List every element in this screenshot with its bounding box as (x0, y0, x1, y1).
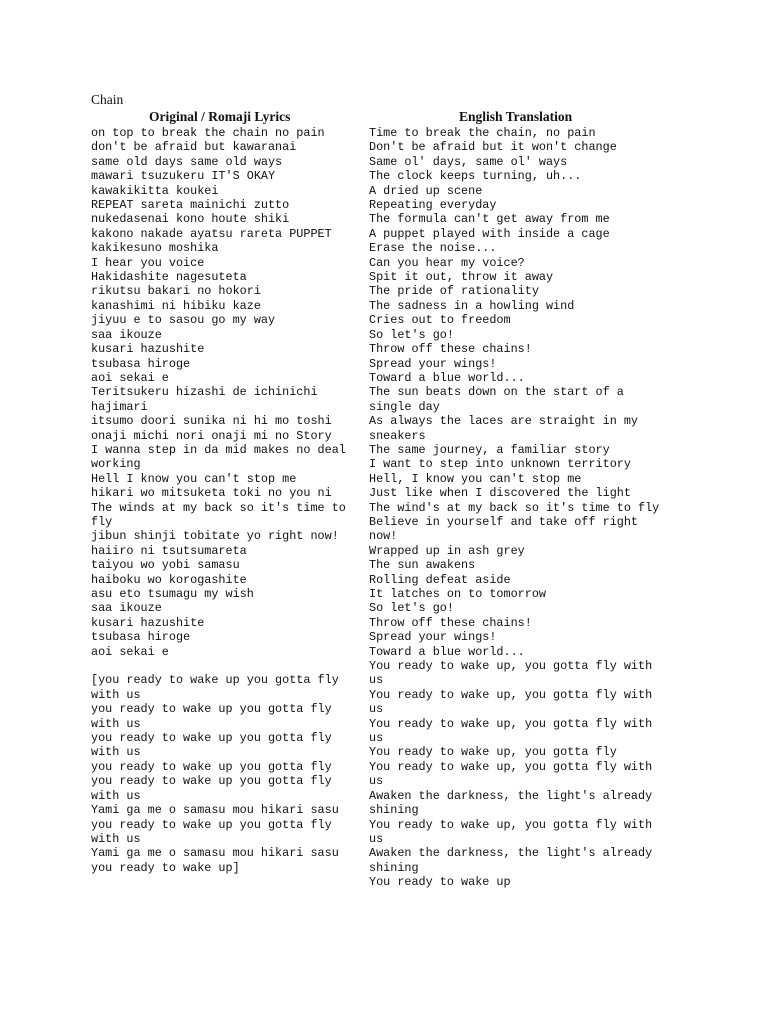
translation-line: Wrapped up in ash grey (369, 543, 525, 558)
translation-line: I want to step into unknown territory (369, 457, 631, 472)
original-lyric-line: aoi sekai e (91, 644, 169, 659)
original-lyric-line: with us (91, 831, 141, 846)
document-title: Chain (91, 92, 124, 107)
translation-line: So let's go! (369, 601, 454, 616)
translation-line: us (369, 774, 384, 789)
original-lyric-line: fly (91, 514, 113, 529)
original-lyric-line: I wanna step in da mid makes no deal (91, 442, 346, 457)
translation-line: Toward a blue world... (369, 644, 525, 659)
translation-line: Believe in yourself and take off right (369, 514, 639, 529)
original-lyric-line: hajimari (91, 399, 148, 414)
original-lyric-line: mawari tsuzukeru IT'S OKAY (91, 169, 276, 184)
original-lyric-line: saa ikouze (91, 601, 162, 616)
translation-line: You ready to wake up, you gotta fly with (369, 759, 653, 774)
translation-line: shining (369, 803, 419, 818)
original-lyric-line: I hear you voice (91, 255, 205, 270)
translation-line: Toward a blue world... (369, 370, 525, 385)
translation-header: English Translation (459, 109, 573, 124)
translation-line: single day (369, 399, 440, 414)
original-lyric-line: itsumo doori sunika ni hi mo toshi (91, 414, 332, 429)
original-lyric-line: The winds at my back so it's time to (91, 500, 346, 515)
original-lyric-line: you ready to wake up you gotta fly (91, 774, 332, 789)
translation-line: sneakers (369, 428, 426, 443)
original-lyric-line: tsubasa hiroge (91, 356, 191, 371)
original-lyric-line: asu eto tsumagu my wish (91, 587, 254, 601)
original-lyric-line: kusari hazushite (91, 342, 205, 357)
translation-line: us (369, 831, 384, 846)
original-lyric-line: you ready to wake up you gotta fly (91, 731, 332, 746)
translation-line: Repeating everyday (369, 198, 497, 213)
translation-line: Spread your wings! (369, 356, 497, 371)
original-lyric-line: with us (91, 788, 141, 803)
original-lyric-line: kawakikitta koukei (91, 183, 219, 198)
original-lyric-line: rikutsu bakari no hokori (91, 284, 261, 299)
translation-line: Awaken the darkness, the light's already (369, 788, 653, 803)
original-lyric-line: Hell I know you can't stop me (91, 471, 297, 486)
translation-line: Time to break the chain, no pain (369, 126, 596, 140)
translation-line: The formula can't get away from me (369, 212, 610, 227)
translation-line: The pride of rationality (369, 284, 539, 299)
original-lyric-line: same old days same old ways (91, 154, 283, 169)
original-lyric-line: Yami ga me o samasu mou hikari sasu (91, 846, 339, 861)
original-lyric-line: haiiro ni tsutsumareta (91, 543, 247, 558)
original-lyric-line: onaji michi nori onaji mi no Story (91, 428, 332, 443)
original-lyric-line: kakono nakade ayatsu rareta PUPPET (91, 226, 332, 241)
translation-line: The same journey, a familiar story (369, 442, 610, 457)
original-lyric-line: working (91, 457, 141, 472)
translation-line: shining (369, 860, 419, 875)
original-lyric-line: you ready to wake up] (91, 860, 240, 875)
translation-line: us (369, 702, 384, 717)
original-lyric-line: kusari hazushite (91, 615, 205, 630)
translation-line: The sadness in a howling wind (369, 298, 575, 313)
translation-line: You ready to wake up, you gotta fly (369, 745, 617, 760)
translation-line: us (369, 731, 384, 746)
translation-line: Don't be afraid but it won't change (369, 140, 617, 155)
translation-line: You ready to wake up (369, 875, 511, 890)
translation-line: The sun awakens (369, 558, 476, 573)
translation-line: The sun beats down on the start of a (369, 385, 624, 400)
original-lyric-line: don't be afraid but kawaranai (91, 140, 297, 155)
translation-line: Same ol' days, same ol' ways (369, 154, 568, 169)
translation-line: So let's go! (369, 327, 454, 342)
translation-line: Can you hear my voice? (369, 255, 525, 270)
translation-line: Hell, I know you can't stop me (369, 471, 582, 486)
translation-column (369, 126, 675, 890)
original-lyric-line (91, 659, 363, 673)
original-lyric-line: taiyou wo yobi samasu (91, 558, 240, 573)
translation-line: Throw off these chains! (369, 342, 532, 357)
translation-line: You ready to wake up, you gotta fly with (369, 817, 653, 832)
translation-line: A dried up scene (369, 183, 483, 198)
translation-line: Spread your wings! (369, 630, 497, 645)
translation-line: It latches on to tomorrow (369, 587, 546, 601)
original-lyric-line: Yami ga me o samasu mou hikari sasu (91, 803, 339, 818)
translation-line: As always the laces are straight in my (369, 414, 639, 429)
original-lyric-line: tsubasa hiroge (91, 630, 191, 645)
translation-line: You ready to wake up, you gotta fly with (369, 659, 653, 674)
original-lyric-line: [you ready to wake up you gotta fly (91, 673, 339, 688)
original-lyric-line: Teritsukeru hizashi de ichinichi (91, 385, 318, 400)
original-lyric-line: saa ikouze (91, 327, 162, 342)
original-lyric-line: you ready to wake up you gotta fly (91, 817, 332, 832)
original-lyric-line: you ready to wake up you gotta fly (91, 759, 332, 774)
original-lyric-line: aoi sekai e (91, 370, 169, 385)
original-lyric-line: jibun shinji tobitate yo right now! (91, 529, 339, 544)
original-lyric-line: jiyuu e to sasou go my way (91, 313, 276, 328)
translation-line: Cries out to freedom (369, 313, 511, 328)
original-lyrics-column (91, 126, 363, 875)
original-lyric-line: haiboku wo korogashite (91, 572, 247, 587)
translation-line: now! (369, 529, 398, 544)
original-lyric-line: Hakidashite nagesuteta (91, 270, 247, 285)
translation-line: A puppet played with inside a cage (369, 226, 610, 241)
translation-line: The clock keeps turning, uh... (369, 169, 582, 184)
original-lyric-line: on top to break the chain no pain (91, 126, 325, 140)
original-lyric-line: kakikesuno moshika (91, 241, 219, 256)
translation-line: Spit it out, throw it away (369, 270, 554, 285)
original-lyric-line: REPEAT sareta mainichi zutto (91, 198, 290, 213)
translation-line: us (369, 673, 384, 688)
translation-line: Awaken the darkness, the light's already (369, 846, 653, 861)
translation-line: You ready to wake up, you gotta fly with (369, 687, 653, 702)
original-lyric-line: hikari wo mitsuketa toki no you ni (91, 486, 332, 501)
original-lyric-line: nukedasenai kono houte shiki (91, 212, 290, 227)
original-lyric-line: with us (91, 745, 141, 760)
translation-line: Erase the noise... (369, 241, 497, 256)
translation-line: Rolling defeat aside (369, 572, 511, 587)
original-lyrics-header: Original / Romaji Lyrics (149, 109, 291, 124)
translation-line: You ready to wake up, you gotta fly with (369, 716, 653, 731)
translation-line: Just like when I discovered the light (369, 486, 631, 501)
translation-line: Throw off these chains! (369, 615, 532, 630)
original-lyric-line: with us (91, 716, 141, 731)
original-lyric-line: you ready to wake up you gotta fly (91, 702, 332, 717)
original-lyric-line: kanashimi ni hibiku kaze (91, 298, 261, 313)
original-lyric-line: with us (91, 687, 141, 702)
translation-line: The wind's at my back so it's time to fly (369, 500, 660, 515)
